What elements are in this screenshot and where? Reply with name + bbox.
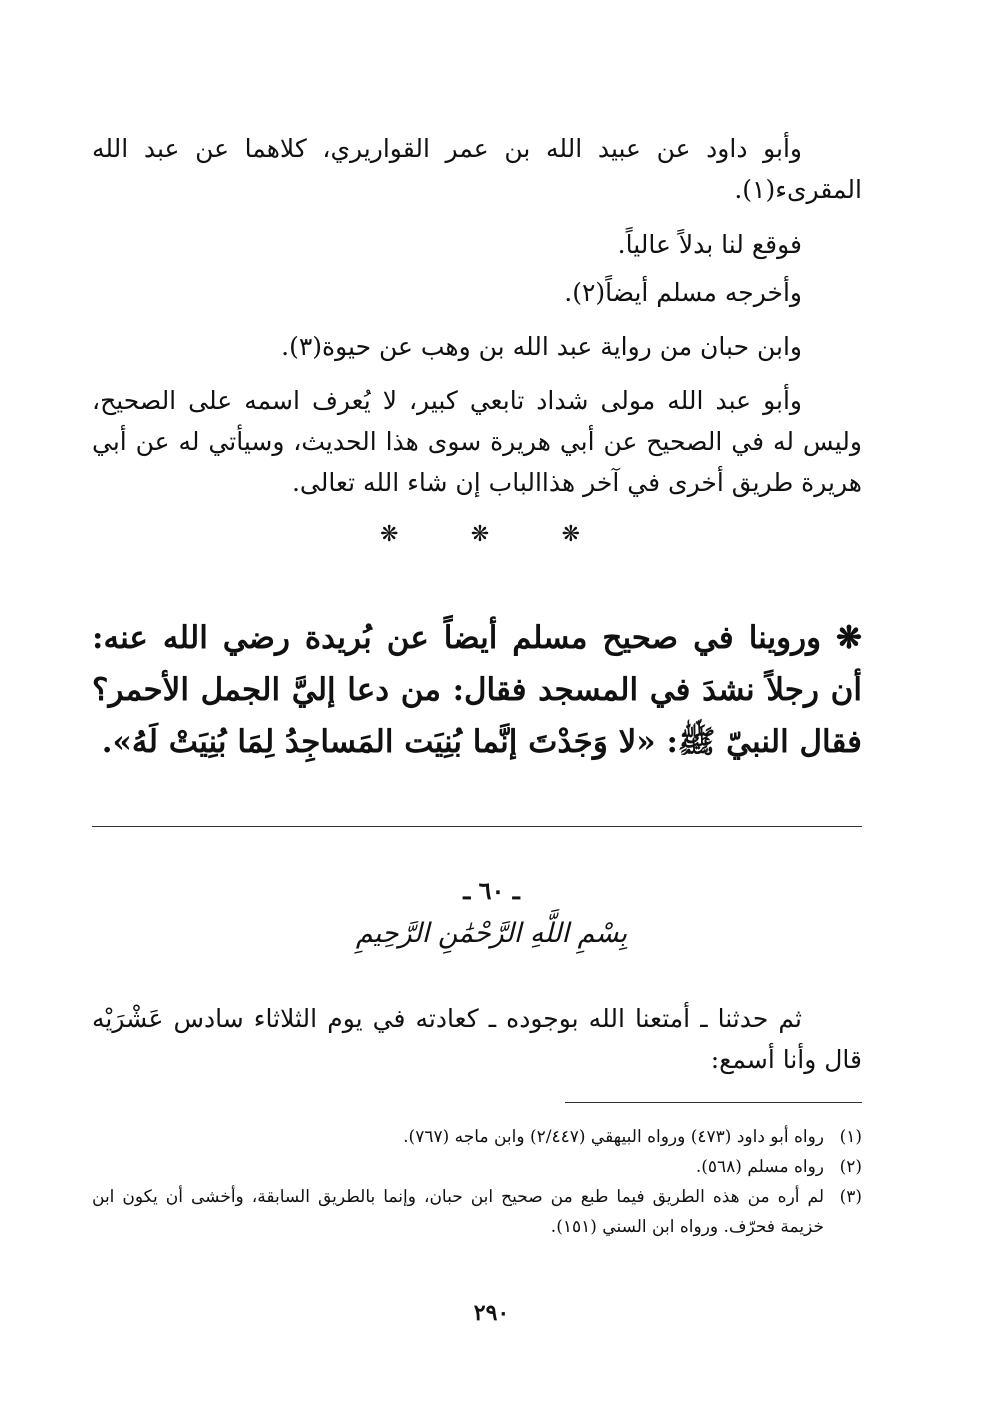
- paragraph-abu-dawud: وأبو داود عن عبيد الله بن عمر القواريري، كلاهما عن عبد الله المقرىء(١).: [92, 134, 862, 204]
- hadith-text: ❋ وروينا في صحيح مسلم أيضاً عن بُريدة رضي الله عنه: أن رجلاً نشدَ في المسجد فقال: من دعا إليَّ الجمل الأحمر؟ فقال النبيّ ﷺ: «لا وَجَدْتَ إنَّما بُنِيَت المَساجِدُ لِمَا بُنِيَتْ لَهُ».: [92, 620, 862, 760]
- basmala: بِسْمِ اللَّهِ الرَّحْمَٰنِ الرَّحِيمِ: [355, 918, 628, 949]
- session-intro: ثم حدثنا ـ أمتعنا الله بوجوده ـ كعادته في يوم الثلاثاء سادس عَشْرَيْه قال وأنا أسمع:: [92, 1004, 862, 1074]
- paragraph-high-badal: فوقع لنا بدلاً عالياً.: [617, 230, 802, 259]
- paragraph-muslim: وأخرجه مسلم أيضاً(٢).: [564, 278, 802, 307]
- paragraph-ibn-hibban: وابن حبان من رواية عبد الله بن وهب عن حيوة(٣).: [281, 332, 802, 361]
- footnote-item: [92, 1152, 862, 1182]
- footnote-item: [92, 1182, 862, 1242]
- hadith-number: ـ ٦٠ ـ: [463, 876, 520, 905]
- footnote-text: رواه أبو داود (٤٧٣) ورواه البيهقي (٢/٤٤٧) وابن ماجه (٧٦٧).: [403, 1127, 824, 1147]
- separator-star-icon: ❋: [470, 522, 490, 547]
- footnote-marker: (٢): [839, 1157, 862, 1177]
- footnote-text: رواه مسلم (٥٦٨).: [695, 1157, 824, 1177]
- paragraph-abu-abdullah: وأبو عبد الله مولى شداد تابعي كبير، لا يُعرف اسمه على الصحيح، وليس له في الصحيح عن أبي هريرة سوى هذا الحديث، وسيأتي له عن أبي هريرة طريق أخرى في آخر هذاالباب إن شاء الله تعالى.: [92, 386, 862, 497]
- separator-star-icon: ❋: [380, 522, 399, 547]
- footnote-divider: [565, 1102, 862, 1103]
- footnote-text: لم أره من هذه الطريق فيما طبع من صحيح ابن حبان، وإنما بالطريق السابقة، وأخشى أن يكون ابن خزيمة فحرّف. ورواه ابن السني (١٥١).: [92, 1187, 824, 1237]
- separator-star-icon: ❋: [561, 522, 580, 547]
- footnotes: [92, 1122, 862, 1242]
- section-divider: [92, 826, 862, 827]
- footnote-item: [92, 1122, 862, 1152]
- page-number: ٢٩٠: [473, 1300, 510, 1326]
- footnote-marker: (١): [839, 1127, 862, 1147]
- section-separator: [380, 522, 580, 547]
- footnote-marker: (٣): [839, 1187, 862, 1207]
